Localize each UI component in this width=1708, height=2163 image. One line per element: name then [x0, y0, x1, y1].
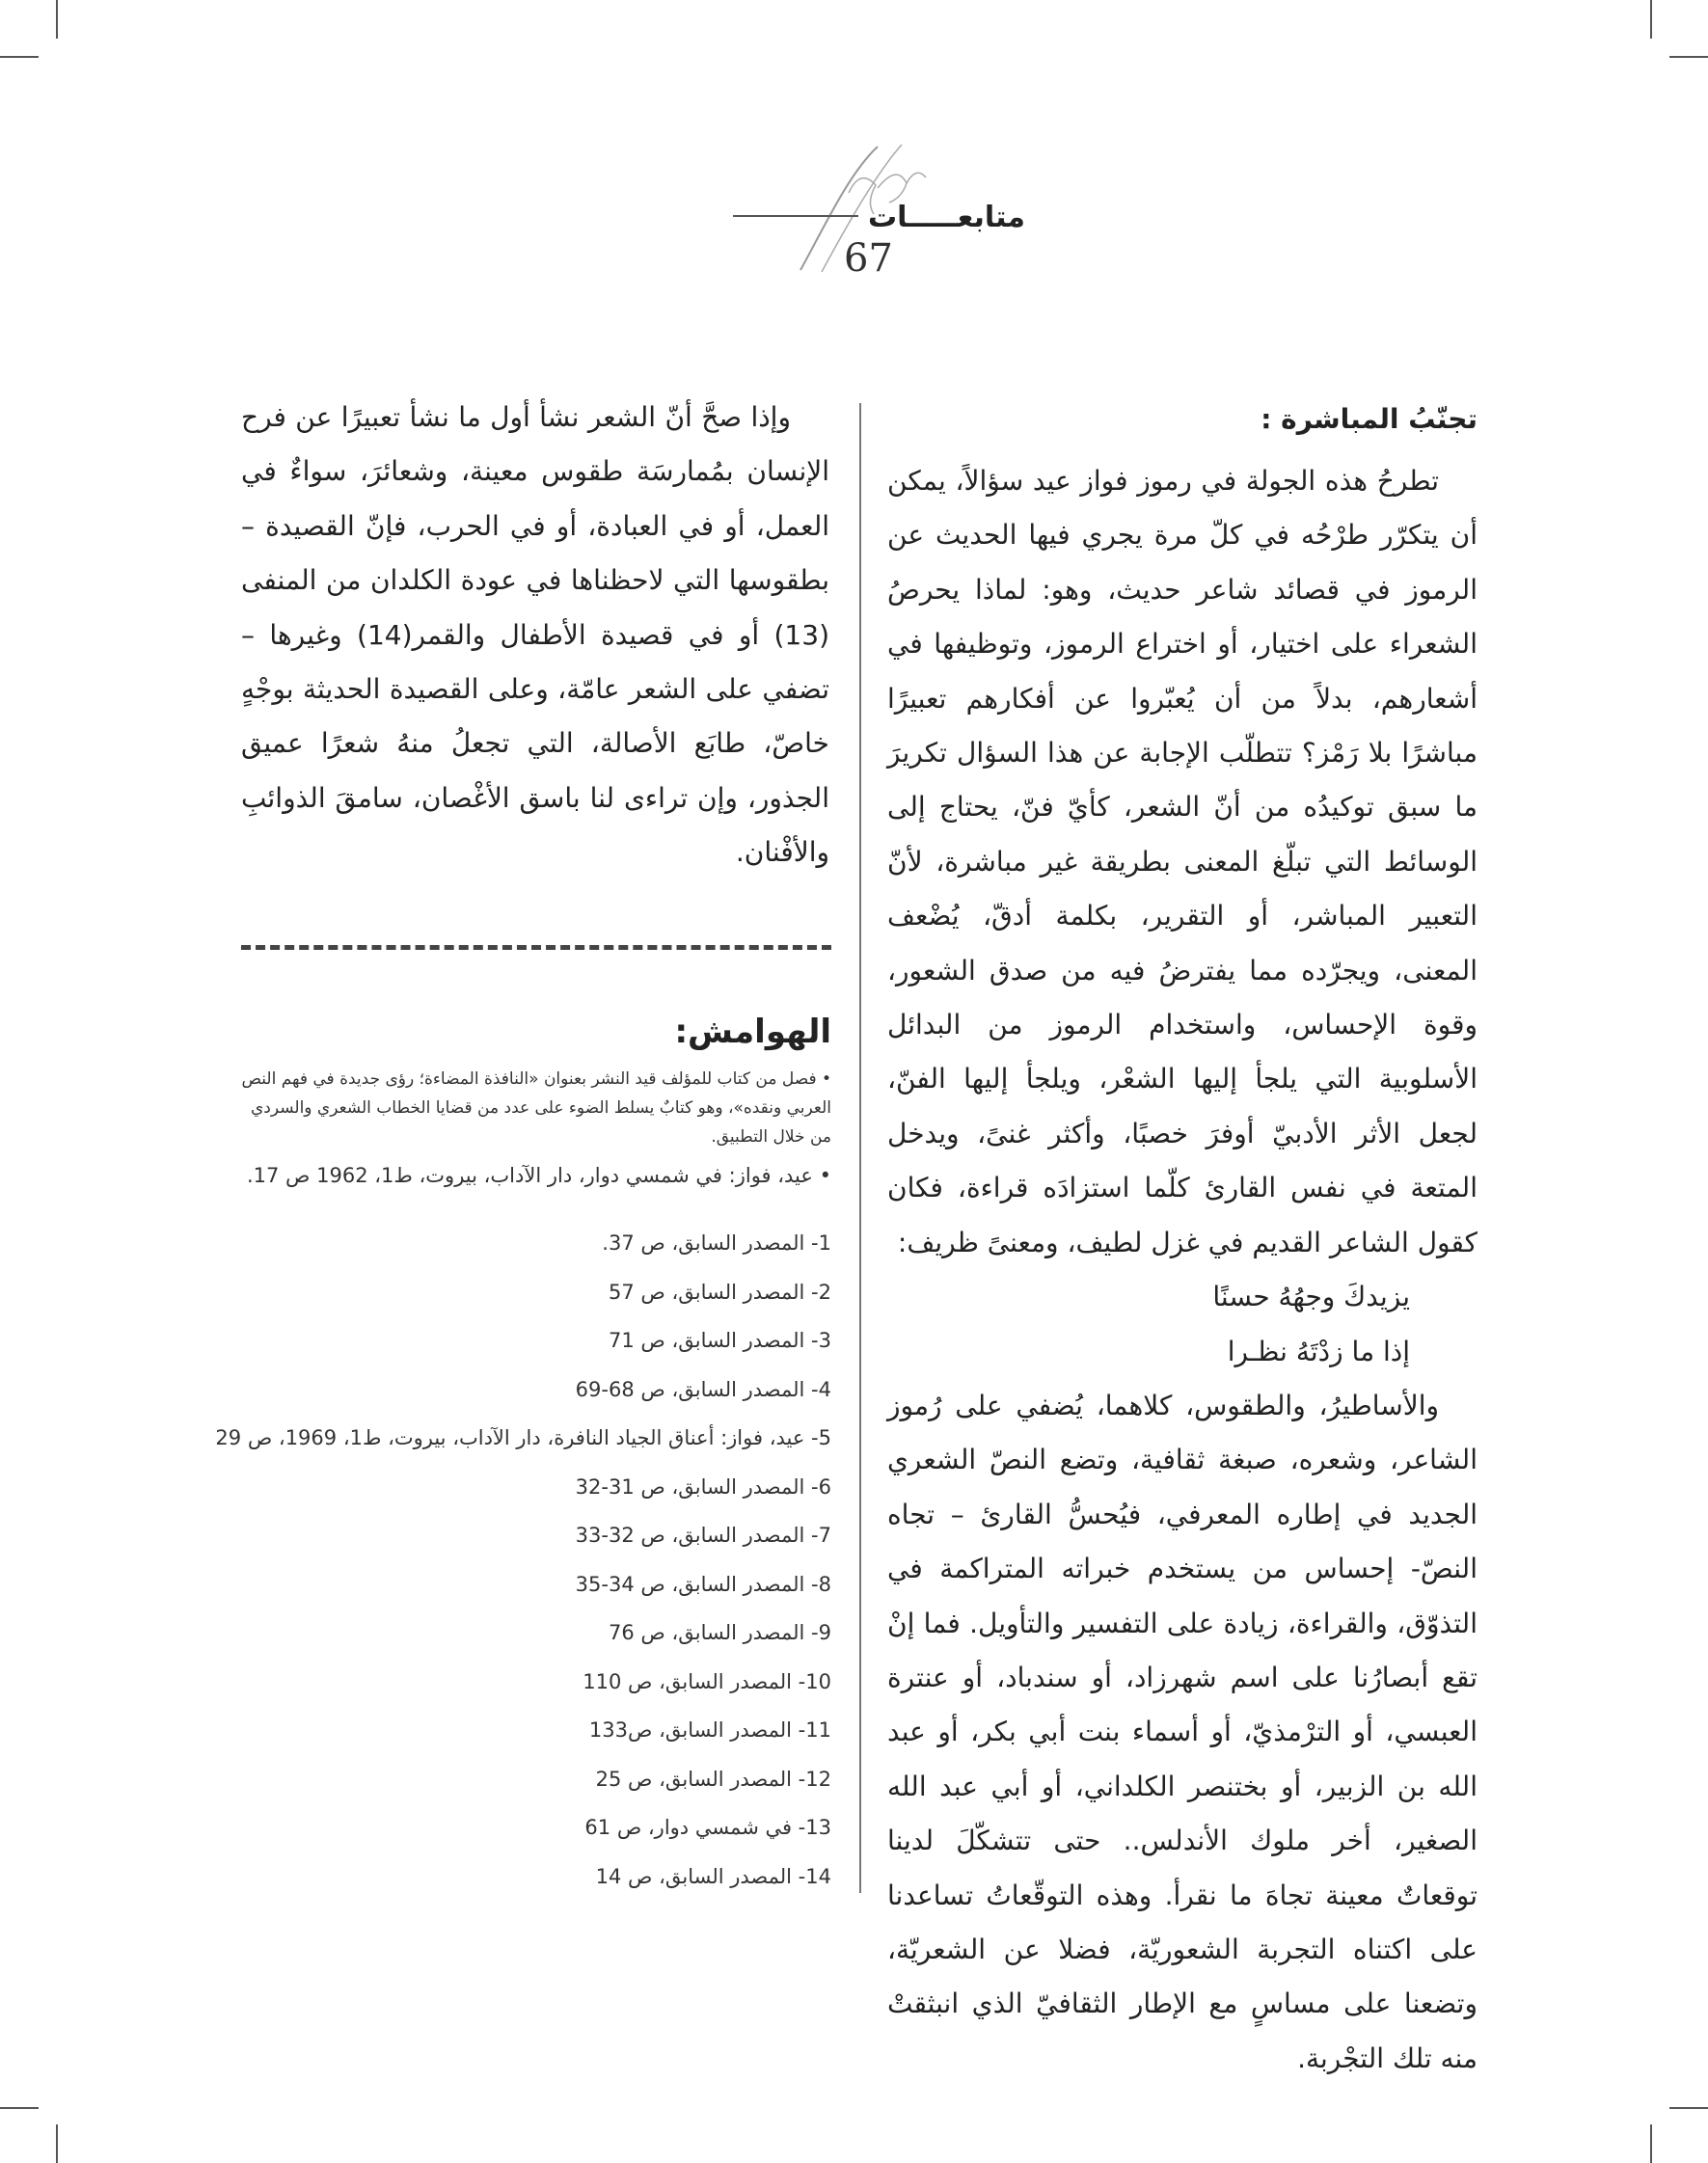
reference-list [215, 1219, 831, 1901]
article-right-column [887, 391, 1478, 2086]
poem-verse: إذا ما زدْتَهُ نظـرا [1227, 1335, 1410, 1367]
section-heading: تجنّبُ المباشرة : [1261, 403, 1478, 435]
crop-mark [0, 56, 39, 58]
article-paragraph: وإذا صحَّ أنّ الشعر نشأ أول ما نشأ تعبيرًا عن فرح الإنسان بمُمارسَة طقوس معينة، وشعائرَ، سواءٌ في العمل، أو في العبادة، أو في الحرب، فإنّ القصيدة – بطقوسها التي لاحظناها في عودة الكلدان من المنفى (13) أو في قصيدة الأطفال والقمر(14) وغيرها – تضفي على الشعر عامّة، وعلى القصيدة الحديثة بوجْهٍ خاصّ، طابَع الأصالة، التي تجعلُ منهُ شعرًا عميق الجذور، وإن تراءى لنا باسق الأغْصان، سامقَ الذوائبِ والأفْنان. [241, 401, 829, 869]
footnote-divider [241, 945, 831, 950]
crop-mark [1650, 2124, 1652, 2163]
crop-mark [56, 0, 58, 39]
reference-item: 5- عيد، فواز: أعناق الجياد النافرة، دار الآداب، بيروت، ط1، 1969، ص 29 [215, 1426, 831, 1449]
reference-item: 6- المصدر السابق، ص 31-32 [575, 1474, 831, 1499]
crop-mark [0, 2107, 39, 2109]
reference-item: 3- المصدر السابق، ص 71 [608, 1329, 831, 1352]
page-number: 67 [844, 236, 893, 281]
reference-item: 12- المصدر السابق، ص 25 [595, 1767, 831, 1791]
page-header [675, 135, 1061, 309]
column-divider [859, 403, 861, 1893]
reference-item: 10- المصدر السابق، ص 110 [583, 1669, 831, 1693]
footnote-star: • فصل من كتاب للمؤلف قيد النشر بعنوان «النافذة المضاءة؛ رؤى جديدة في فهم النص العربي ونقده»، وهو كتابٌ يسلط الضوء على عدد من قضايا الخطاب الشعري والسردي من خلال التطبيق. [241, 1069, 831, 1147]
reference-item: 1- المصدر السابق، ص 37. [602, 1231, 831, 1255]
article-left-column [241, 391, 829, 880]
poem-verse: يزيدكَ وجهُهُ حسنًا [1212, 1281, 1410, 1313]
crop-mark [1669, 2107, 1708, 2109]
notes-title: الهوامش: [674, 1013, 831, 1051]
reference-item: 2- المصدر السابق، ص 57 [608, 1280, 831, 1304]
section-title: متابعـــــات [868, 201, 1025, 234]
article-paragraph: والأساطيرُ، والطقوس، كلاهما، يُضفي على رُموز الشاعر، وشعره، صبغة ثقافية، وتضع النصّ الشعري الجديد في إطاره المعرفي، فيُحسُّ القارئ – تجاه النصّ- إحساس من يستخدم خبراته المتراكمة في التذوّق، والقراءة، زيادة على التفسير والتأويل. فما إنْ تقع أبصارُنا على اسم شهرزاد، أو سندباد، أو عنترة العبسي، أو الترْمذيّ، أو أسماء بنت أبي بكر، أو عبد الله بن الزبير، أو بختنصر الكلداني، أو أبي عبد الله الصغير، أخر ملوك الأندلس.. حتى تتشكّلَ لدينا توقعاتٌ معينة تجاهَ ما نقرأ. وهذه التوقّعاتُ تساعدنا على اكتناه التجربة الشعوريّة، فضلا عن الشعريّة، وتضعنا على مساسٍ مع الإطار الثقافيّ الذي انبثقتْ منه تلك التجْربة. [887, 1389, 1478, 2074]
reference-item: 8- المصدر السابق، ص 34-35 [575, 1572, 831, 1596]
reference-item: 11- المصدر السابق، ص133 [588, 1718, 831, 1742]
reference-item: 14- المصدر السابق، ص 14 [595, 1864, 831, 1888]
article-paragraph: تطرحُ هذه الجولة في رموز فواز عيد سؤالاً، يمكن أن يتكرّر طرْحُه في كلّ مرة يجري فيها الحديث عن الرموز في قصائد شاعر حديث، وهو: لماذا يحرصُ الشعراء على اختيار، أو اختراع الرموز، وتوظيفها في أشعارهم، بدلاً من أن يُعبّروا عن أفكارهم تعبيرًا مباشرًا بلا رَمْز؟ تتطلّب الإجابة عن هذا السؤال تكريرَ ما سبق توكيدُه من أنّ الشعر، كأيّ فنّ، يحتاج إلى الوسائط التي تبلّغ المعنى بطريقة غير مباشرة، لأنّ التعبير المباشر، أو التقرير، بكلمة أدقّ، يُضْعف المعنى، ويجرّده مما يفترضُ فيه من صدق الشعور، وقوة الإحساس، واستخدام الرموز من البدائل الأسلوبية التي يلجأ إليها الشعْر، ويلجأ إليها الفنّ، لجعل الأثر الأدبيّ أوفرَ خصبًا، وأكثر غنىً، ويدخل المتعة في نفس القارئ كلّما استزادَه قراءة، فكان كقول الشاعر القديم في غزل لطيف، ومعنىً ظريف: [887, 465, 1478, 1258]
reference-item: 4- المصدر السابق، ص 68-69 [575, 1377, 831, 1401]
reference-item: 7- المصدر السابق، ص 32-33 [575, 1524, 831, 1547]
crop-mark [56, 2124, 58, 2163]
crop-mark [1669, 56, 1708, 58]
reference-item: 9- المصدر السابق، ص 76 [608, 1621, 831, 1644]
footnote-star: • عيد، فواز: في شمسي دوار، دار الآداب، بيروت، ط1، 1962 ص 17. [246, 1164, 831, 1187]
crop-mark [1650, 0, 1652, 39]
footnotes [215, 1013, 831, 1901]
reference-item: 13- في شمسي دوار، ص 61 [584, 1816, 831, 1839]
